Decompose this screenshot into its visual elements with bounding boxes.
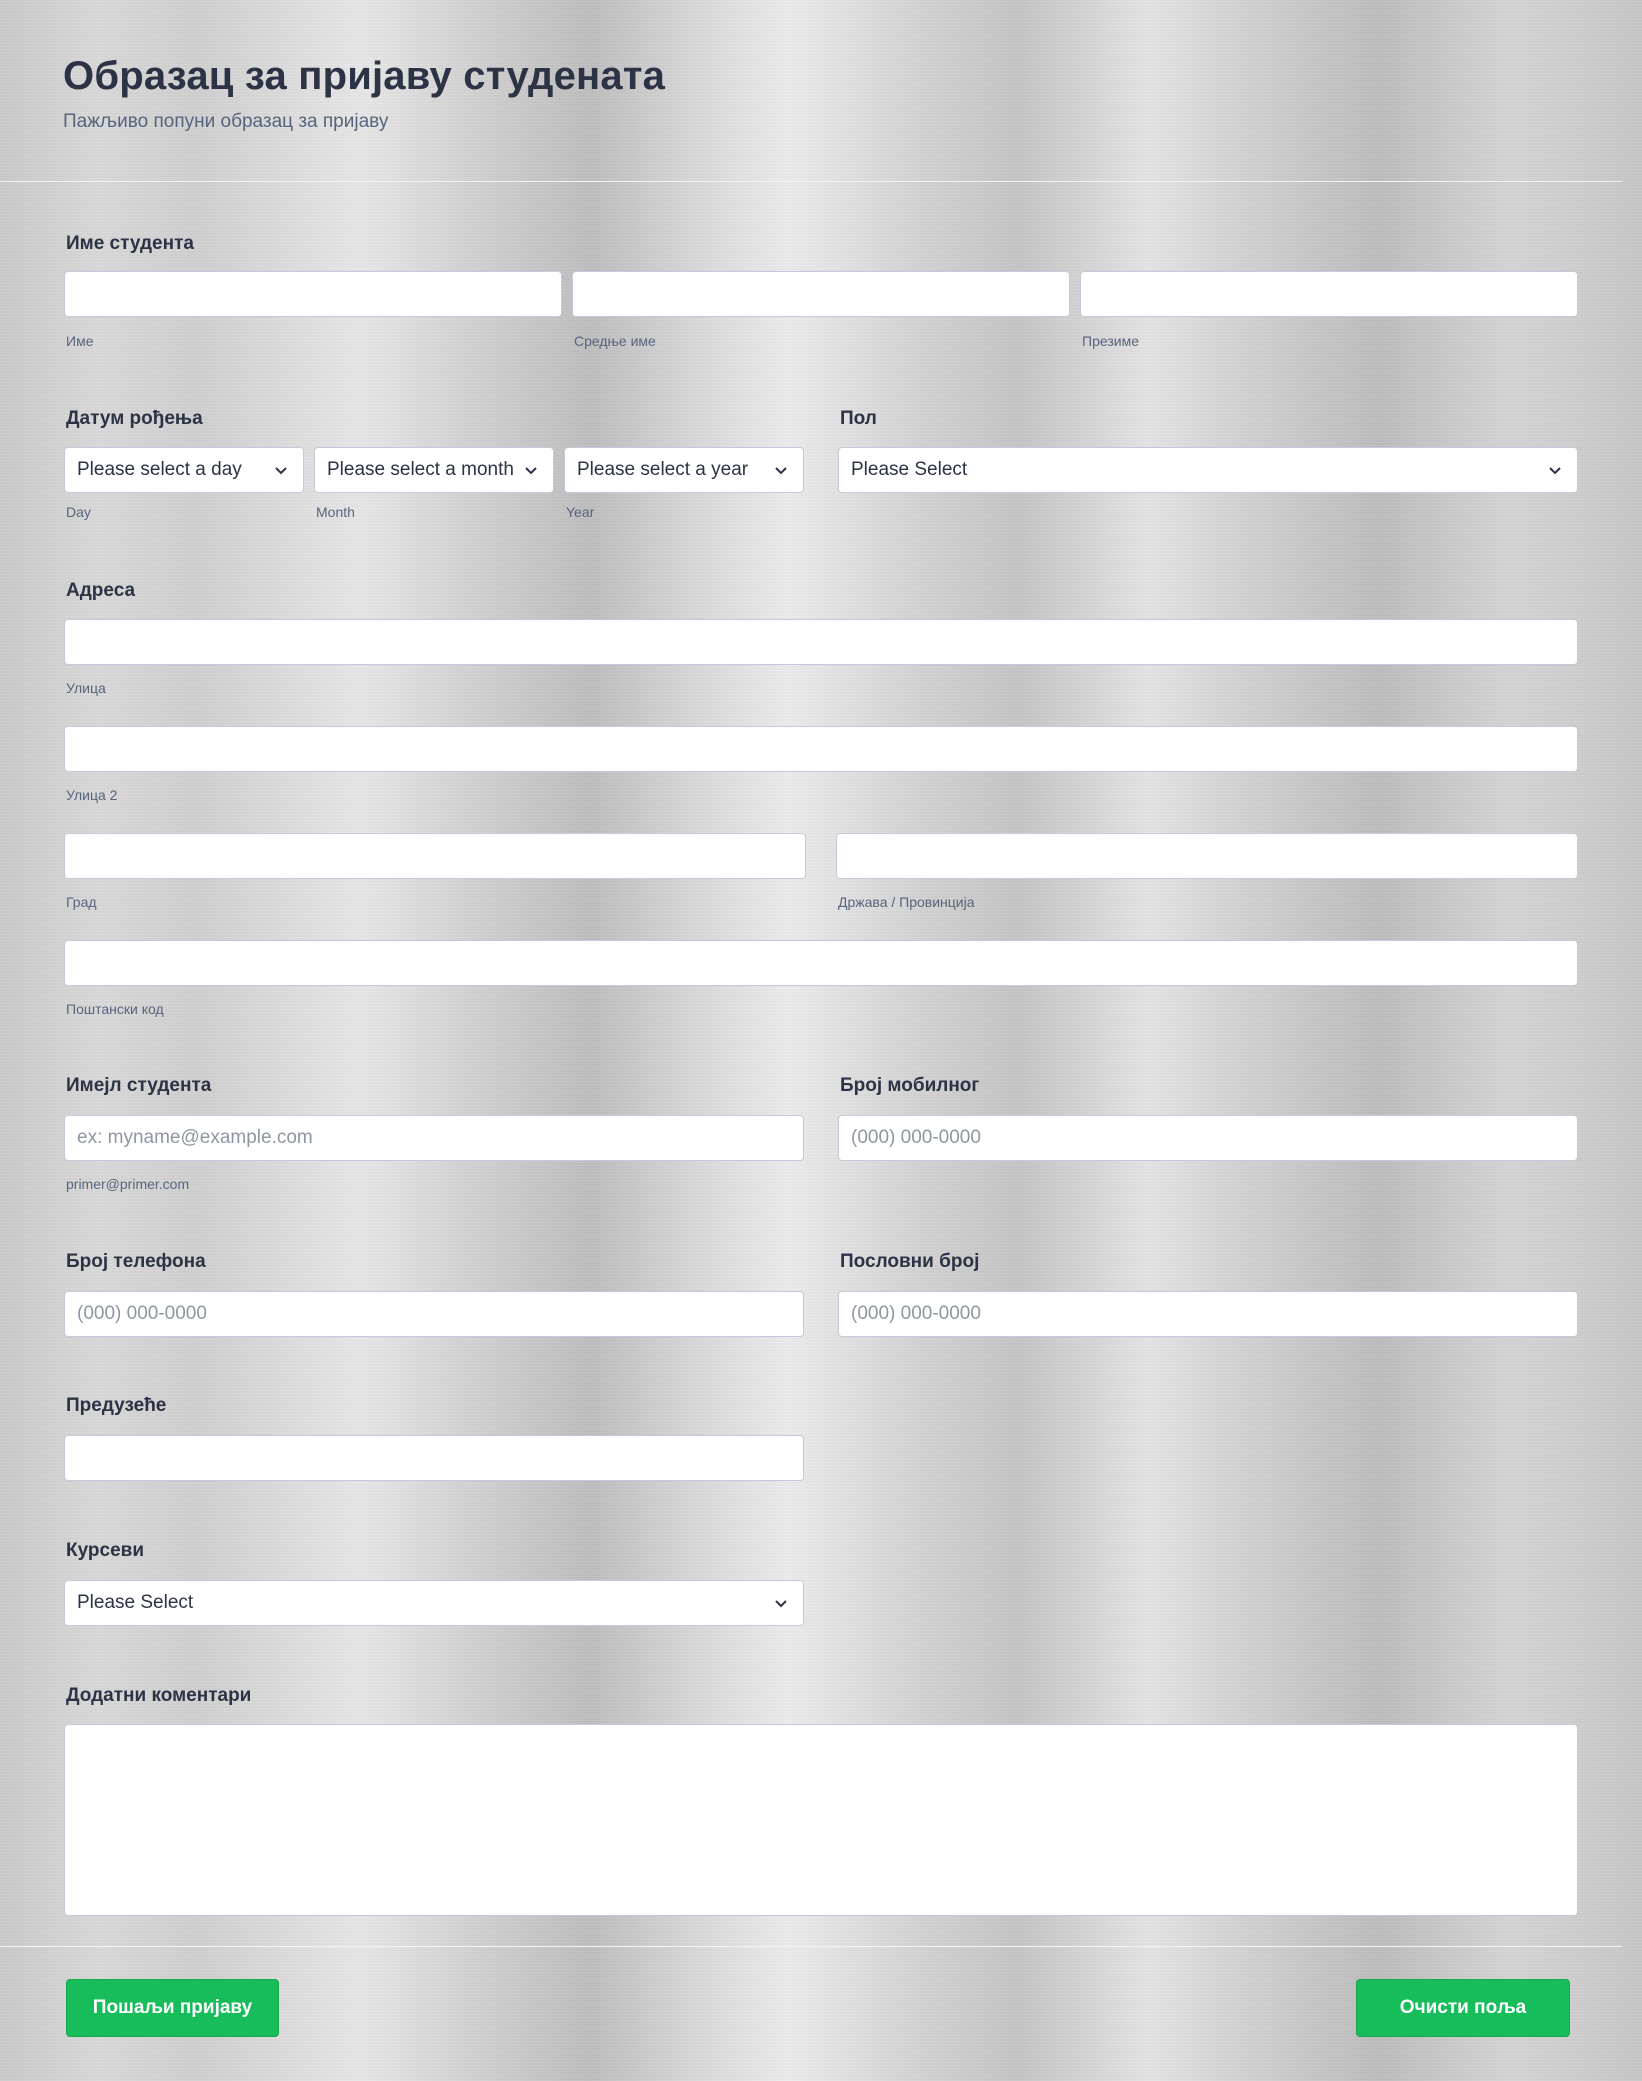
gender-select[interactable] <box>838 447 1578 493</box>
middle-name-input[interactable] <box>572 271 1070 317</box>
address-label: Адреса <box>66 580 136 601</box>
page-subtitle: Пажљиво попуни образац за пријаву <box>63 111 389 132</box>
mobile-label: Број мобилног <box>840 1075 980 1096</box>
birth-month-select[interactable] <box>314 447 554 493</box>
last-name-input[interactable] <box>1080 271 1578 317</box>
street2-input[interactable] <box>64 726 1578 772</box>
last-name-sublabel: Презиме <box>1082 333 1139 349</box>
work-phone-input[interactable] <box>838 1291 1578 1337</box>
street2-sublabel: Улица 2 <box>66 787 118 803</box>
birth-year-sublabel: Year <box>566 504 595 520</box>
birth-month-sublabel: Month <box>316 504 355 520</box>
work-phone-placeholder: (000) 000-0000 <box>851 1303 981 1324</box>
footer-divider <box>0 1946 1622 1947</box>
birth-month-value: Please select a month <box>327 459 514 480</box>
city-sublabel: Град <box>66 894 97 910</box>
chevron-down-icon <box>773 448 789 492</box>
city-input[interactable] <box>64 833 806 879</box>
courses-label: Курсеви <box>66 1540 145 1561</box>
page-title: Образац за пријаву студената <box>63 54 666 98</box>
birth-day-sublabel: Day <box>66 504 91 520</box>
phone-placeholder: (000) 000-0000 <box>77 1303 207 1324</box>
chevron-down-icon <box>773 1581 789 1625</box>
form-header <box>63 54 665 133</box>
chevron-down-icon <box>523 448 539 492</box>
courses-value: Please Select <box>77 1592 194 1613</box>
chevron-down-icon <box>273 448 289 492</box>
zip-input[interactable] <box>64 940 1578 986</box>
street-input[interactable] <box>64 619 1578 665</box>
phone-label: Број телефона <box>66 1251 206 1272</box>
clear-button[interactable]: Очисти поља <box>1356 1979 1570 2037</box>
mobile-placeholder: (000) 000-0000 <box>851 1127 981 1148</box>
first-name-sublabel: Име <box>66 333 94 349</box>
street-sublabel: Улица <box>66 680 106 696</box>
company-label: Предузеће <box>66 1395 167 1416</box>
work-phone-label: Пословни број <box>840 1251 980 1272</box>
submit-button[interactable]: Пошаљи пријаву <box>66 1979 279 2037</box>
gender-label: Пол <box>840 408 877 429</box>
student-name-label: Име студента <box>66 233 194 254</box>
gender-value: Please Select <box>851 459 968 480</box>
zip-sublabel: Поштански код <box>66 1001 164 1017</box>
birth-day-value: Please select a day <box>77 459 242 480</box>
state-sublabel: Држава / Провинција <box>838 894 975 910</box>
email-sublabel: primer@primer.com <box>66 1176 190 1192</box>
state-input[interactable] <box>836 833 1578 879</box>
email-input[interactable] <box>64 1115 804 1161</box>
first-name-input[interactable] <box>64 271 562 317</box>
comments-label: Додатни коментари <box>66 1685 252 1706</box>
resize-handle-icon[interactable] <box>1564 1902 1574 1912</box>
phone-input[interactable] <box>64 1291 804 1337</box>
birth-year-select[interactable] <box>564 447 804 493</box>
email-placeholder: ex: myname@example.com <box>77 1127 313 1148</box>
header-divider <box>0 181 1622 182</box>
birth-year-value: Please select a year <box>577 459 749 480</box>
comments-textarea[interactable] <box>64 1724 1578 1916</box>
email-label: Имејл студента <box>66 1075 212 1096</box>
birthdate-label: Датум рођења <box>66 408 203 429</box>
mobile-input[interactable] <box>838 1115 1578 1161</box>
company-input[interactable] <box>64 1435 804 1481</box>
birth-day-select[interactable] <box>64 447 304 493</box>
middle-name-sublabel: Средње име <box>574 333 656 349</box>
chevron-down-icon <box>1547 448 1563 492</box>
courses-select[interactable] <box>64 1580 804 1626</box>
